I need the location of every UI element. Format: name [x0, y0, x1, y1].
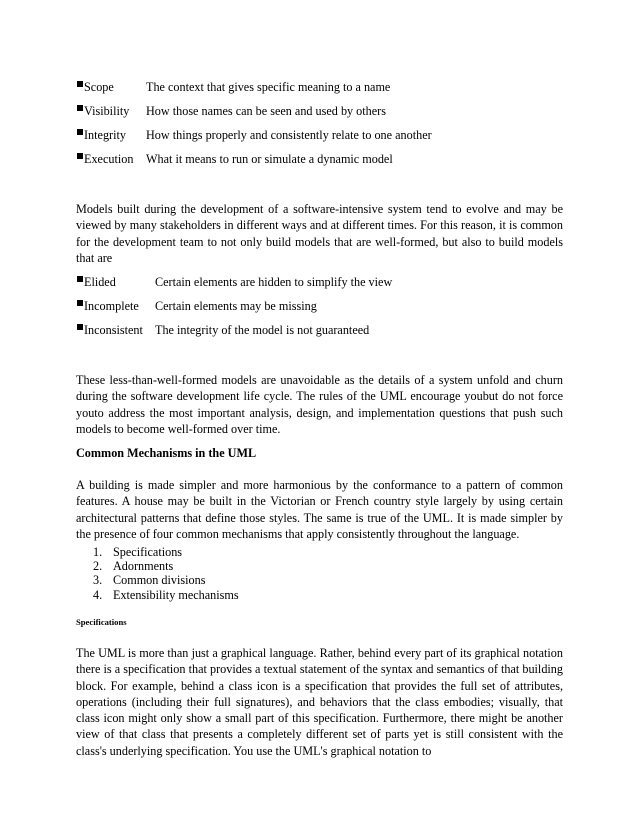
list-number: 3. [93, 573, 103, 588]
naming-terms-table [77, 79, 432, 175]
mechanisms-list [93, 545, 239, 602]
definition-row [77, 274, 392, 298]
paragraph: A building is made simpler and more harmonious by the conformance to a pattern of common features. A house may be built in the Victorian or French country style largely by using certain architectural patterns that define those styles. The same is true of the UML. It is made simpler by the presence of four common mechanisms that apply consistently throughout the language. [76, 478, 563, 541]
paragraph: These less-than-well-formed models are unavoidable as the details of a system unfold and churn during the software development life cycle. The rules of the UML encourage youbut do not force youto address the most important analysis, design, and implementation questions that push such models to become well-formed over time. [76, 373, 563, 436]
square-bullet-icon [77, 105, 83, 111]
square-bullet-icon [77, 153, 83, 159]
term-cell [77, 274, 155, 298]
term-text: Integrity [84, 128, 126, 142]
term-cell [77, 103, 146, 127]
section-heading: Common Mechanisms in the UML [76, 446, 257, 460]
definition-row [77, 79, 432, 103]
definition-text: How those names can be seen and used by others [146, 104, 386, 118]
definition-text: The integrity of the model is not guaranteed [155, 323, 370, 337]
term-cell [77, 298, 155, 322]
definition-row [77, 298, 392, 322]
term-cell [77, 127, 146, 151]
definition-row [77, 127, 432, 151]
list-number: 4. [93, 587, 103, 602]
list-item [93, 545, 239, 559]
list-item [93, 573, 239, 587]
list-item [93, 559, 239, 573]
list-number: 1. [93, 545, 103, 559]
definition-text: How things properly and consistently relate to one another [146, 128, 432, 142]
term-text: Incomplete [84, 299, 139, 313]
term-cell [77, 151, 146, 175]
term-text: Visibility [84, 104, 130, 118]
term-text: Elided [84, 275, 116, 289]
list-item-text: Adornments [113, 559, 174, 574]
list-item-text: Extensibility mechanisms [113, 587, 239, 602]
definition-row [77, 103, 432, 127]
square-bullet-icon [77, 129, 83, 135]
term-text: Scope [84, 80, 114, 94]
paragraph: The UML is more than just a graphical language. Rather, behind every part of its graphical notation there is a specification that provides a textual statement of the syntax and semantics of that building block. For example, behind a class icon is a specification that provides the full set of attributes, operations (including their full signatures), and behaviors that the class embodies; visually, that class icon might only show a small part of this specification. Furthermore, there might be another view of that class that presents a completely different set of parts yet is still consistent with the class's underlying specification. You use the UML's graphical notation to [76, 646, 563, 758]
definition-row [77, 322, 392, 346]
term-text: Execution [84, 152, 134, 166]
definition-text: Certain elements may be missing [155, 299, 317, 313]
definition-text: The context that gives specific meaning to a name [146, 80, 391, 94]
square-bullet-icon [77, 81, 83, 87]
square-bullet-icon [77, 276, 83, 282]
definition-text: Certain elements are hidden to simplify the view [155, 275, 393, 289]
model-states-table [77, 274, 392, 346]
list-item-text: Specifications [113, 545, 183, 559]
list-item-text: Common divisions [113, 573, 206, 588]
list-item [93, 588, 239, 602]
term-cell [77, 79, 146, 103]
term-cell [77, 322, 155, 346]
definition-text: What it means to run or simulate a dynamic model [146, 152, 393, 166]
term-text: Inconsistent [84, 323, 143, 337]
square-bullet-icon [77, 324, 83, 330]
definition-row [77, 151, 432, 175]
paragraph: Models built during the development of a software-intensive system tend to evolve and may be viewed by many stakeholders in different ways and at different times. For this reason, it is common for the development team to not only build models that are well-formed, but also to build models that are [76, 202, 563, 265]
subsection-heading: Specifications [76, 617, 127, 627]
square-bullet-icon [77, 300, 83, 306]
list-number: 2. [93, 559, 103, 574]
